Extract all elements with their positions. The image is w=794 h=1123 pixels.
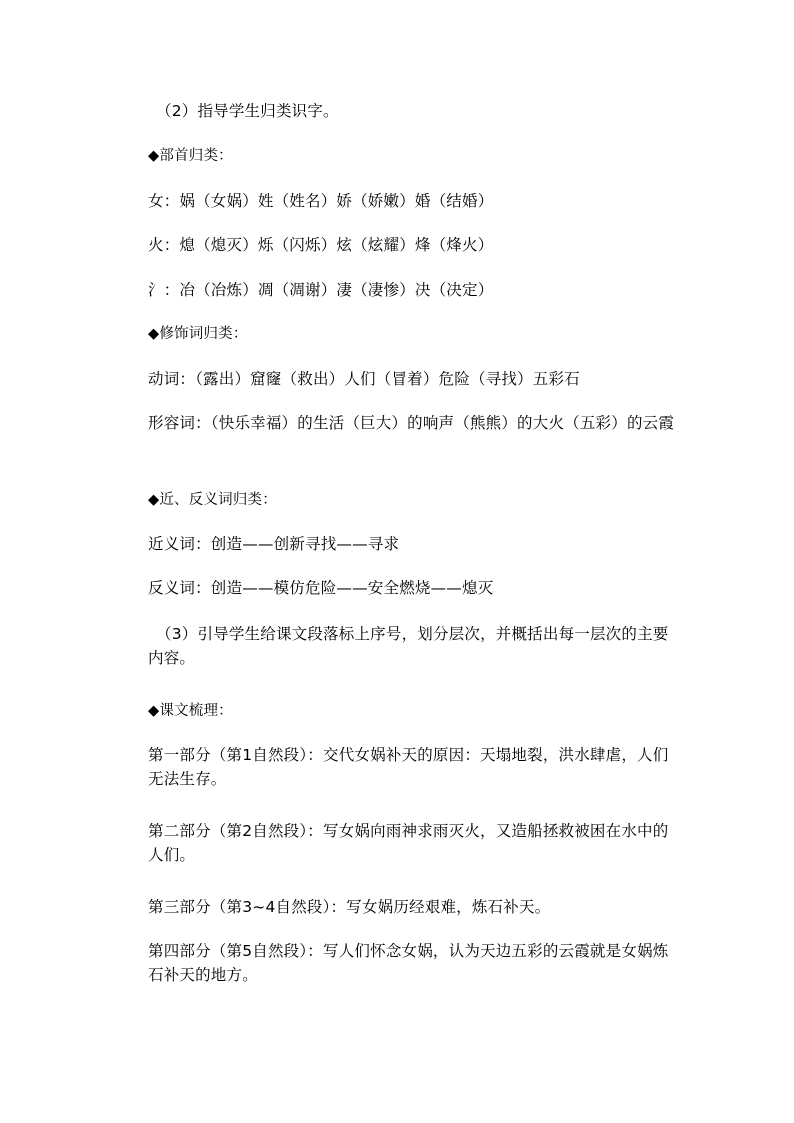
synonyms-line: 近义词：创造——创新寻找——寻求 <box>148 535 400 553</box>
radical-water-line: 氵：冶（冶炼）凋（凋谢）凄（凄惨）决（决定） <box>148 281 494 299</box>
part-one-paragraph: 第一部分（第1自然段）：交代女娲补天的原因：天塌地裂，洪水肆虐，人们无法生存。 <box>148 746 669 788</box>
heading-modifier-grouping: ◆修饰词归类： <box>148 326 248 342</box>
adjective-phrases-paragraph: 形容词：（快乐幸福）的生活（巨大）的响声（熊熊）的大火（五彩）的云霞 <box>148 414 675 432</box>
antonyms-line: 反义词：创造——模仿危险——安全燃烧——熄灭 <box>148 579 494 597</box>
heading-text-outline: ◆课文梳理： <box>148 703 233 719</box>
heading-synonym-antonym-grouping: ◆近、反义词归类： <box>148 492 277 508</box>
part-four-paragraph: 第四部分（第5自然段）：写人们怀念女娲，认为天边五彩的云霞就是女娲炼石补天的地方。 <box>148 942 669 984</box>
heading-radical-grouping: ◆部首归类： <box>148 148 233 164</box>
radical-nv-line: 女：娲（女娲）姓（姓名）娇（娇嫩）婚（结婚） <box>148 192 494 210</box>
part-two-paragraph: 第二部分（第2自然段）：写女娲向雨神求雨灭火，又造船拯救被困在水中的人们。 <box>148 822 669 864</box>
part-three-paragraph: 第三部分（第3~4自然段）：写女娲历经艰难，炼石补天。 <box>148 898 551 916</box>
step-3-instruction: （3）引导学生给课文段落标上序号，划分层次，并概括出每一层次的主要内容。 <box>148 625 669 667</box>
radical-huo-line: 火：熄（熄灭）烁（闪烁）炫（炫耀）烽（烽火） <box>148 236 494 254</box>
verb-phrases-line: 动词：（露出）窟窿（救出）人们（冒着）危险（寻找）五彩石 <box>148 370 580 388</box>
step-2-instruction: （2）指导学生归类识字。 <box>156 102 339 120</box>
